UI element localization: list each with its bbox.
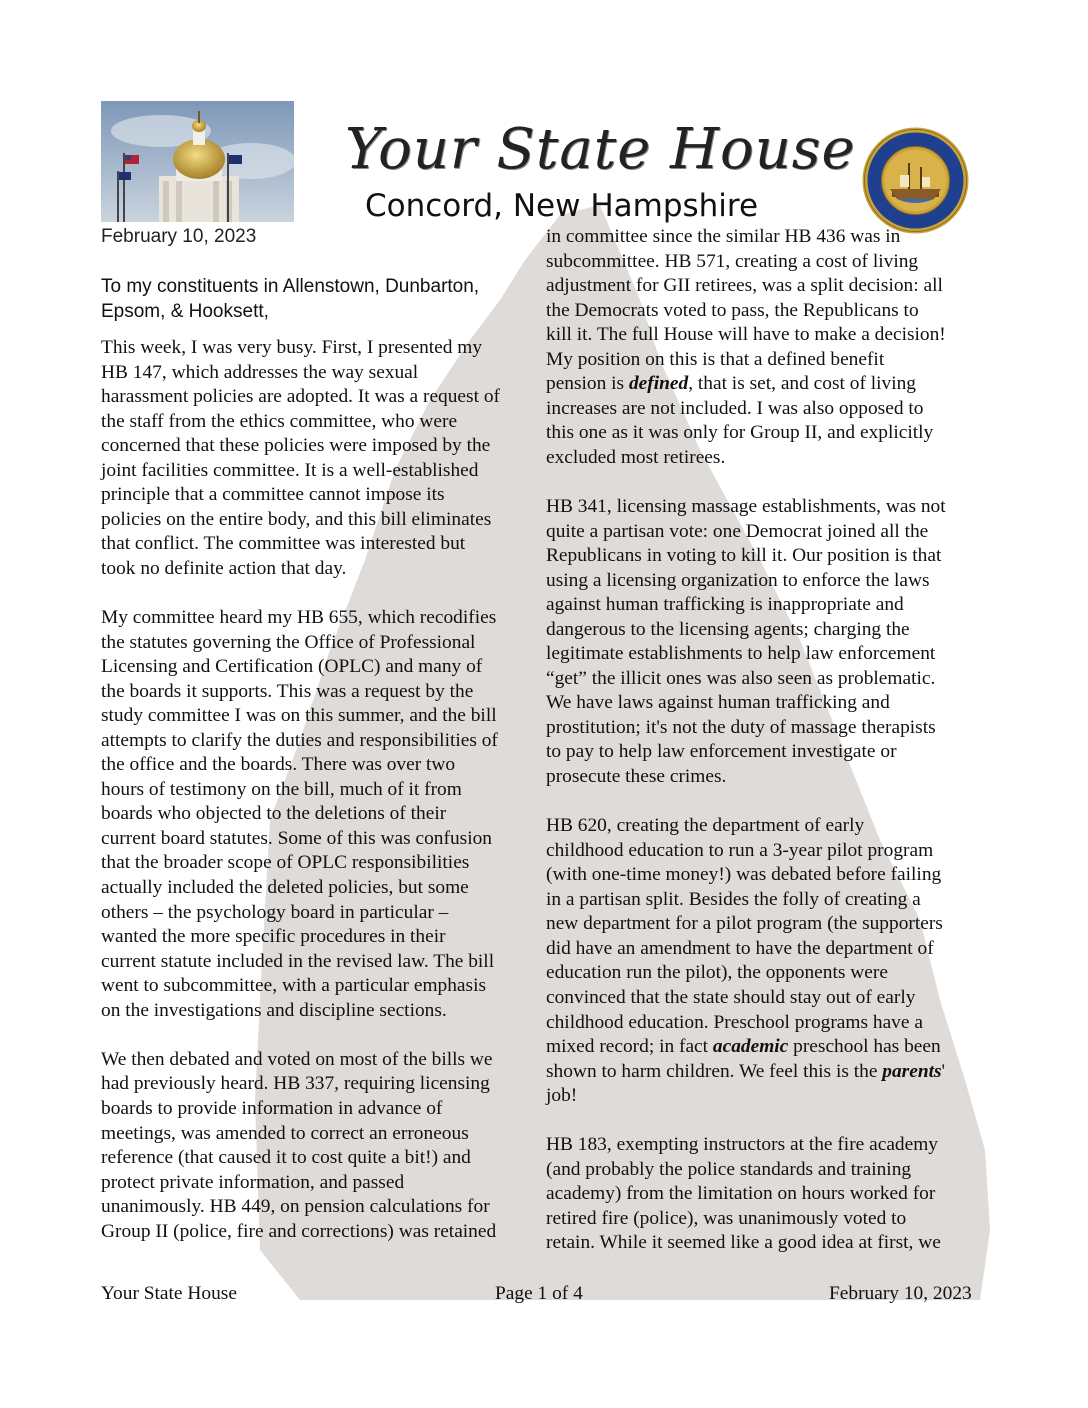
body-line: HB 147, which addresses the way sexual <box>101 361 419 383</box>
body-line: retain. While it seemed like a good idea at first, we <box>546 1232 941 1254</box>
body-line: My position on this is that a defined benefit <box>546 348 885 370</box>
body-line: We have laws against human trafficking and <box>546 692 890 714</box>
body-line: boards to provide information in advance of <box>101 1097 443 1119</box>
body-line: prostitution; it's not the duty of massage therapists <box>546 716 936 738</box>
body-paragraph <box>546 1133 996 1256</box>
body-line: new department for a pilot program (the supporters <box>546 913 943 935</box>
body-line: others – the psychology board in particular – <box>101 901 449 923</box>
body-line: study committee I was on this summer, and the bill <box>101 705 497 727</box>
salutation <box>101 275 536 324</box>
body-line: We then debated and voted on most of the bills we <box>101 1048 493 1070</box>
new-hampshire-state-seal <box>862 127 969 234</box>
body-line: meetings, was amended to correct an erroneous <box>101 1122 469 1144</box>
body-line: using a licensing organization to enforce the laws <box>546 569 930 591</box>
body-line: HB 183, exempting instructors at the fire academy <box>546 1134 939 1156</box>
salutation-line: Epsom, & Hooksett, <box>101 300 269 322</box>
body-paragraph <box>546 495 996 790</box>
body-line: quite a partisan vote: one Democrat joined all the <box>546 520 929 542</box>
body-line: job! <box>546 1085 578 1107</box>
body-paragraph <box>101 606 546 1023</box>
body-line: This week, I was very busy. First, I presented my <box>101 337 483 358</box>
body-line: concerned that these policies were imposed by the <box>101 435 491 457</box>
body-line: had previously heard. HB 337, requiring licensing <box>101 1073 490 1095</box>
body-line: “get” the illicit ones was also seen as problematic. <box>546 667 936 689</box>
body-line: HB 620, creating the department of early <box>546 815 865 837</box>
body-line: on the investigations and discipline sections. <box>101 999 447 1021</box>
body-line: principle that a committee cannot impose its <box>101 484 445 506</box>
footer-page-number: Page 1 of 4 <box>495 1283 583 1304</box>
body-line: that the broader scope of OPLC responsibilities <box>101 852 470 874</box>
body-line: mixed record; in fact academic preschool has been <box>546 1036 941 1058</box>
body-line: reference (that caused it to cost quite a bit!) and <box>101 1147 471 1169</box>
body-line: dangerous to the licensing agents; charging the <box>546 618 910 640</box>
body-line: against human trafficking is inappropriate and <box>546 594 904 616</box>
body-line: in committee since the similar HB 436 was in <box>546 226 901 247</box>
body-line: childhood education. Preschool programs have a <box>546 1011 923 1033</box>
body-line: that conflict. The committee was interested but <box>101 533 466 555</box>
emphasis-text: defined <box>628 373 689 395</box>
body-line: academy) from the limitation on hours worked for <box>546 1183 936 1205</box>
body-line: wanted the more specific procedures in their <box>101 926 446 948</box>
emphasis-text: parents <box>882 1060 942 1082</box>
body-line: joint facilities committee. It is a well-established <box>101 459 479 481</box>
body-line: pension is defined, that is set, and cost of living <box>546 373 916 395</box>
body-line: shown to harm children. We feel this is the parents' <box>546 1060 946 1082</box>
body-line: this one as it was only for Group II, and explicitly <box>546 422 934 444</box>
body-line: current statute included in the revised law. The bill <box>101 950 495 972</box>
body-line: actually included the deleted policies, but some <box>101 877 469 899</box>
newsletter-date: February 10, 2023 <box>101 226 257 247</box>
state-house-dome-photo <box>101 101 294 222</box>
newsletter-title: Your State House <box>345 117 856 182</box>
body-line: harassment policies are adopted. It was a request of <box>101 386 500 408</box>
body-line: kill it. The full House will have to make a decision! <box>546 324 946 346</box>
body-line: excluded most retirees. <box>546 446 726 468</box>
body-line: boards who objected to the deletions of their <box>101 803 447 825</box>
body-line: unanimously. HB 449, on pension calculations for <box>101 1196 490 1218</box>
body-line: in a partisan split. Besides the folly of creating a <box>546 888 921 910</box>
body-line: took no definite action that day. <box>101 557 347 579</box>
body-line: the office and the boards. There was over two <box>101 754 456 776</box>
footer-publication: Your State House <box>101 1283 237 1304</box>
body-paragraph <box>101 336 546 581</box>
body-line: Licensing and Certification (OPLC) and many of <box>101 656 483 678</box>
body-paragraph <box>546 225 996 470</box>
body-line: went to subcommittee, with a particular emphasis <box>101 975 487 997</box>
body-paragraph <box>546 814 996 1109</box>
body-line: the Democrats voted to pass, the Republicans to <box>546 299 919 321</box>
body-line: did have an amendment to have the department of <box>546 937 934 959</box>
body-line: current board statutes. Some of this was confusion <box>101 827 492 849</box>
right-column <box>546 225 996 1256</box>
body-line: the statutes governing the Office of Professional <box>101 631 476 653</box>
body-line: convinced that the state should stay out of early <box>546 986 916 1008</box>
body-line: the staff from the ethics committee, who were <box>101 410 458 432</box>
body-line: (and probably the police standards and training <box>546 1158 912 1180</box>
salutation-line: To my constituents in Allenstown, Dunbarton, <box>101 276 480 297</box>
body-line: education run the pilot), the opponents were <box>546 962 888 984</box>
body-line: attempts to clarify the duties and responsibilities of <box>101 729 498 751</box>
body-line: HB 341, licensing massage establishments, was not <box>546 496 946 518</box>
footer-date: February 10, 2023 <box>829 1283 972 1304</box>
body-line: policies on the entire body, and this bill eliminates <box>101 508 492 530</box>
body-line: hours of testimony on the bill, much of it from <box>101 778 462 800</box>
body-line: to pay to help law enforcement investigate or <box>546 741 897 763</box>
body-line: Republicans in voting to kill it. Our position is that <box>546 545 942 567</box>
body-line: adjustment for GII retirees, was a split decision: all <box>546 275 943 297</box>
body-line: legitimate establishments to help law enforcement <box>546 643 936 665</box>
body-line: retired fire (police), was unanimously voted to <box>546 1207 907 1229</box>
body-line: the boards it supports. This was a request by the <box>101 680 474 702</box>
body-line: My committee heard my HB 655, which recodifies <box>101 607 497 629</box>
body-line: protect private information, and passed <box>101 1171 405 1193</box>
body-line: childhood education to run a 3-year pilot program <box>546 839 934 861</box>
emphasis-text: academic <box>712 1036 789 1058</box>
body-line: (with one-time money!) was debated before failing <box>546 864 942 886</box>
body-line: subcommittee. HB 571, creating a cost of living <box>546 250 919 272</box>
body-line: increases are not included. I was also opposed to <box>546 397 924 419</box>
left-column <box>101 336 546 1244</box>
newsletter-subtitle: Concord, New Hampshire <box>365 188 759 224</box>
body-line: Group II (police, fire and corrections) was retained <box>101 1220 497 1242</box>
body-paragraph <box>101 1048 546 1244</box>
body-line: prosecute these crimes. <box>546 766 727 788</box>
